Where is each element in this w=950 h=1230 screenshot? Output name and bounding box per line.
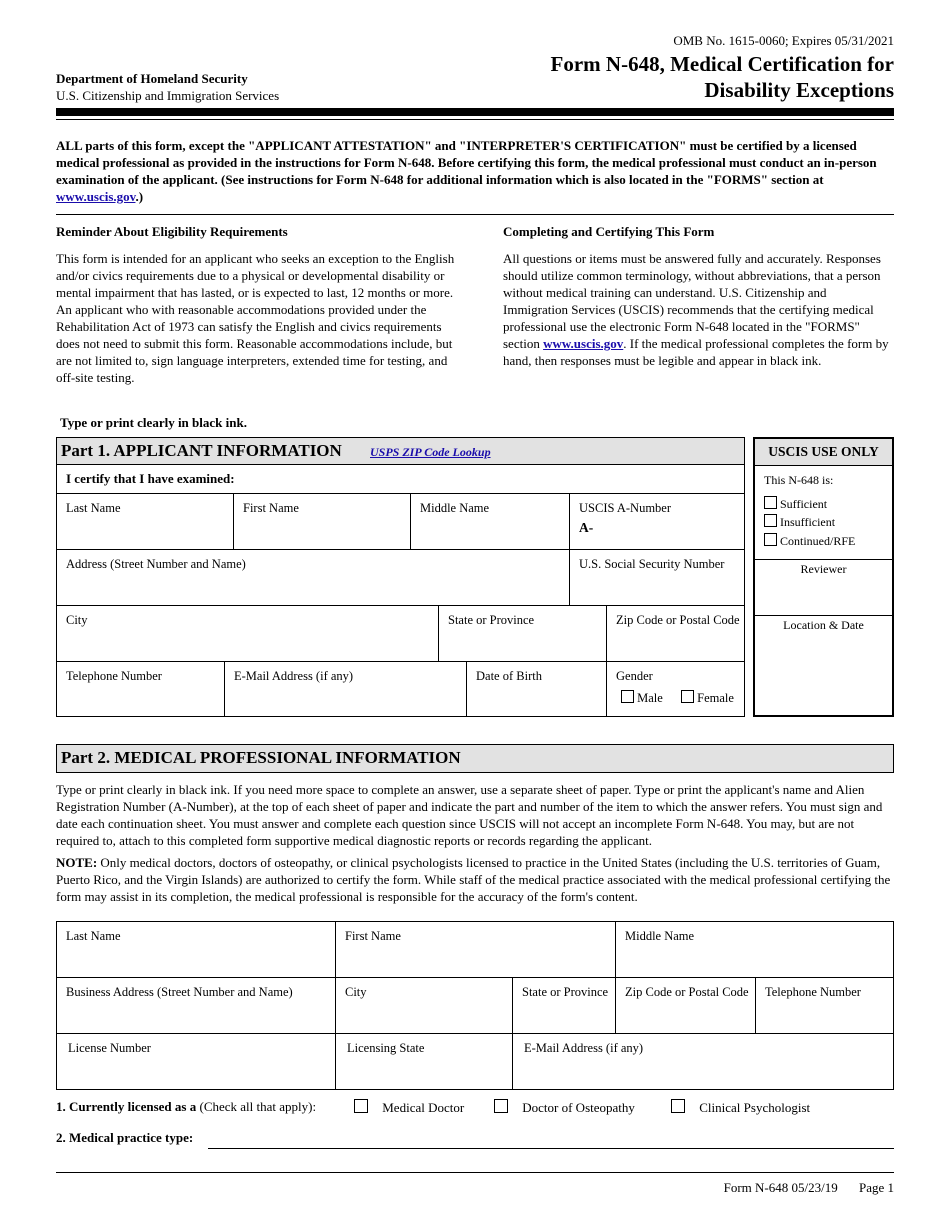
gender-label: Gender [616, 669, 653, 683]
header-thin-rule [56, 119, 894, 120]
prof-state-label: State or Province [522, 985, 609, 999]
part2-note [56, 854, 896, 905]
osteopathy-label: Doctor of Osteopathy [522, 1100, 635, 1115]
header-thick-rule [56, 108, 894, 116]
q1-label: 1. Currently licensed as a [56, 1099, 197, 1114]
note-label: NOTE: [56, 855, 98, 870]
female-label: Female [697, 691, 734, 705]
dob-label: Date of Birth [476, 669, 542, 683]
prof-phone-label: Telephone Number [765, 985, 861, 999]
certify-label: I certify that I have examined: [66, 471, 235, 486]
a-number-label: USCIS A-Number [579, 501, 672, 515]
licensing-state-field[interactable] [336, 1034, 513, 1089]
medical-practice-type-input[interactable] [208, 1148, 894, 1149]
question-1 [56, 1099, 316, 1115]
uscis-use-only-title: USCIS USE ONLY [755, 439, 892, 466]
part2-title: Part 2. MEDICAL PROFESSIONAL INFORMATION [61, 748, 461, 767]
prof-last-name-label: Last Name [66, 929, 121, 943]
gender-female-option[interactable] [681, 690, 734, 706]
n648-status-label: This N-648 is: [764, 473, 834, 487]
city-label: City [66, 613, 88, 627]
applicant-phone-field[interactable] [57, 662, 225, 716]
business-address-label: Business Address (Street Number and Name) [66, 985, 293, 999]
prof-city-field[interactable] [336, 978, 513, 1034]
part1-grid [56, 464, 745, 717]
reminder-body: This form is intended for an applicant who seeks an exception to the English and/or civics requirements due to a physical or developmental disability or mental impairment that has lasted, or is expected to last, 12 months or more. An applicant who with reasonable accommodations provided under the Rehabilitation Act of 1973 can satisfy the English and civics requirements does not need to submit this form. Reasonable accommodations include, but are not limited to, sign language interpreters, extended time for testing, and off-site testing. [56, 251, 455, 385]
prof-zip-label: Zip Code or Postal Code [625, 985, 749, 999]
middle-name-label: Middle Name [420, 501, 490, 515]
q2-label: 2. Medical practice type: [56, 1130, 194, 1145]
uscis-link[interactable]: www.uscis.gov [56, 189, 136, 204]
prof-zip-field[interactable] [616, 978, 756, 1034]
part2-instructions: Type or print clearly in black ink. If you need more space to complete an answer, use a separate sheet of paper. Type or print the applicant's name and Alien Registration Number (A-Number), at the top of each sheet of paper and indicate the part and number of the item to which the answer refers. You must sign and date each continuation sheet. You must answer and complete each question since USCIS will not accept an incomplete Form N-648. You may, but are not required to, attach to this completed form supportive medical diagnostic reports or records regarding the applicant. [56, 782, 883, 848]
gender-male-option[interactable] [621, 690, 663, 706]
continued-option[interactable] [764, 533, 855, 549]
usps-zip-lookup-link[interactable]: USPS ZIP Code Lookup [370, 445, 491, 459]
footer-rule [56, 1172, 894, 1173]
note-text: Only medical doctors, doctors of osteopathy, or clinical psychologists licensed to practice in the United States (including the U.S. territories of Guam, Puerto Rico, and the Virgin Islands) are authorized to certify the form. While staff of the medical practice associated with the medical professional certifying the form may assist in its completion, the medical professional is responsible for the accuracy of the form's content. [56, 855, 891, 904]
continued-label: Continued/RFE [780, 534, 856, 548]
insufficient-label: Insufficient [780, 515, 836, 529]
applicant-dob-field[interactable] [467, 662, 607, 716]
prof-first-name-field[interactable] [336, 922, 616, 978]
insufficient-checkbox[interactable] [764, 514, 777, 527]
uscis-divider-1 [755, 559, 892, 560]
applicant-middle-name-field[interactable] [411, 494, 570, 550]
female-checkbox[interactable] [681, 690, 694, 703]
prof-middle-name-field[interactable] [616, 922, 893, 978]
part2-grid [56, 921, 894, 1090]
prof-email-label: E-Mail Address (if any) [524, 1041, 644, 1055]
intro-rule [56, 214, 894, 215]
reviewer-label: Reviewer [800, 562, 847, 576]
part2-header [56, 744, 894, 773]
department-name: Department of Homeland Security [56, 71, 248, 86]
license-number-field[interactable] [57, 1034, 336, 1089]
psychologist-checkbox[interactable] [671, 1099, 685, 1113]
completing-uscis-link[interactable]: www.uscis.gov [543, 336, 624, 351]
part1-header [56, 437, 745, 465]
completing-heading: Completing and Certifying This Form [503, 224, 715, 239]
form-title-line1: Form N-648, Medical Certification for [550, 52, 894, 76]
intro-paragraph [56, 137, 894, 205]
zip-label: Zip Code or Postal Code [616, 613, 740, 627]
reminder-heading: Reminder About Eligibility Requirements [56, 224, 288, 239]
prof-last-name-field[interactable] [57, 922, 336, 978]
prof-middle-name-label: Middle Name [625, 929, 695, 943]
prof-phone-field[interactable] [756, 978, 893, 1034]
sufficient-label: Sufficient [780, 497, 828, 511]
completing-body [503, 250, 894, 369]
part1-title: Part 1. APPLICANT INFORMATION [61, 441, 342, 460]
business-address-field[interactable] [57, 978, 336, 1034]
form-title-line2: Disability Exceptions [704, 78, 894, 102]
osteopathy-checkbox[interactable] [494, 1099, 508, 1113]
location-date-label: Location & Date [783, 618, 864, 632]
completing-body-post: . If the medical professional completes the form by hand, then responses must be legible and appear in black ink. [503, 336, 889, 368]
q1-hint: (Check all that apply): [196, 1099, 317, 1114]
email-label: E-Mail Address (if any) [234, 669, 354, 683]
form-title [551, 51, 894, 103]
intro-tail: .) [135, 189, 144, 204]
license-number-label: License Number [68, 1041, 151, 1055]
uscis-use-only-box [753, 437, 894, 717]
prof-first-name-label: First Name [345, 929, 401, 943]
applicant-last-name-field[interactable] [57, 494, 234, 550]
medical-doctor-label: Medical Doctor [382, 1100, 465, 1115]
footer-form-id: Form N-648 05/23/19 [723, 1180, 838, 1195]
applicant-first-name-field[interactable] [234, 494, 411, 550]
option-clinical-psychologist[interactable] [671, 1099, 810, 1116]
applicant-email-field[interactable] [225, 662, 467, 716]
prof-city-label: City [345, 985, 367, 999]
agency-name: U.S. Citizenship and Immigration Services [56, 88, 280, 103]
uscis-divider-2 [755, 615, 892, 616]
address-label: Address (Street Number and Name) [66, 557, 246, 571]
continued-checkbox[interactable] [764, 533, 777, 546]
medical-doctor-checkbox[interactable] [354, 1099, 368, 1113]
psychologist-label: Clinical Psychologist [699, 1100, 811, 1115]
applicant-ssn-field[interactable] [570, 550, 744, 606]
completing-body-pre: All questions or items must be answered fully and accurately. Responses should utilize common terminology, without abbreviations, that a person without medical training can understand. U.S. Citizenship and Immigration Services (USCIS) recommends that the certifying medical professional use the electronic Form N-648 located in the "FORMS" section [503, 251, 881, 351]
sufficient-option[interactable] [764, 496, 827, 512]
prof-email-field[interactable] [513, 1034, 893, 1089]
footer [724, 1180, 894, 1196]
intro-text: ALL parts of this form, except the "APPLICANT ATTESTATION" and "INTERPRETER'S CERTIFICATION" must be certified by a licensed medical professional as provided in the instructions for Form N-648. Before certifying this form, the medical professional must conduct an in-person examination of the applicant. (See instructions for Form N-648 for additional information which is also located in the "FORMS" section at [56, 138, 877, 187]
omb-number: OMB No. 1615-0060; Expires 05/31/2021 [673, 33, 894, 48]
prof-state-field[interactable] [513, 978, 616, 1034]
last-name-label: Last Name [66, 501, 121, 515]
applicant-zip-field[interactable] [607, 606, 744, 662]
option-medical-doctor[interactable] [354, 1099, 464, 1116]
agency-block [56, 70, 279, 104]
applicant-a-number-field[interactable] [570, 494, 744, 550]
applicant-state-field[interactable] [439, 606, 607, 662]
phone-label: Telephone Number [66, 669, 162, 683]
applicant-city-field[interactable] [57, 606, 439, 662]
sufficient-checkbox[interactable] [764, 496, 777, 509]
insufficient-option[interactable] [764, 514, 835, 530]
a-number-prefix: A- [579, 520, 594, 535]
male-label: Male [637, 691, 663, 705]
ssn-label: U.S. Social Security Number [579, 557, 725, 571]
applicant-gender-field [607, 662, 744, 716]
option-doctor-of-osteopathy[interactable] [494, 1099, 635, 1116]
applicant-address-field[interactable] [57, 550, 570, 606]
certify-row [57, 465, 744, 494]
type-print-instruction: Type or print clearly in black ink. [60, 415, 247, 430]
first-name-label: First Name [243, 501, 299, 515]
footer-page-number: Page 1 [858, 1180, 894, 1195]
state-label: State or Province [448, 613, 535, 627]
licensing-state-label: Licensing State [347, 1041, 425, 1055]
male-checkbox[interactable] [621, 690, 634, 703]
